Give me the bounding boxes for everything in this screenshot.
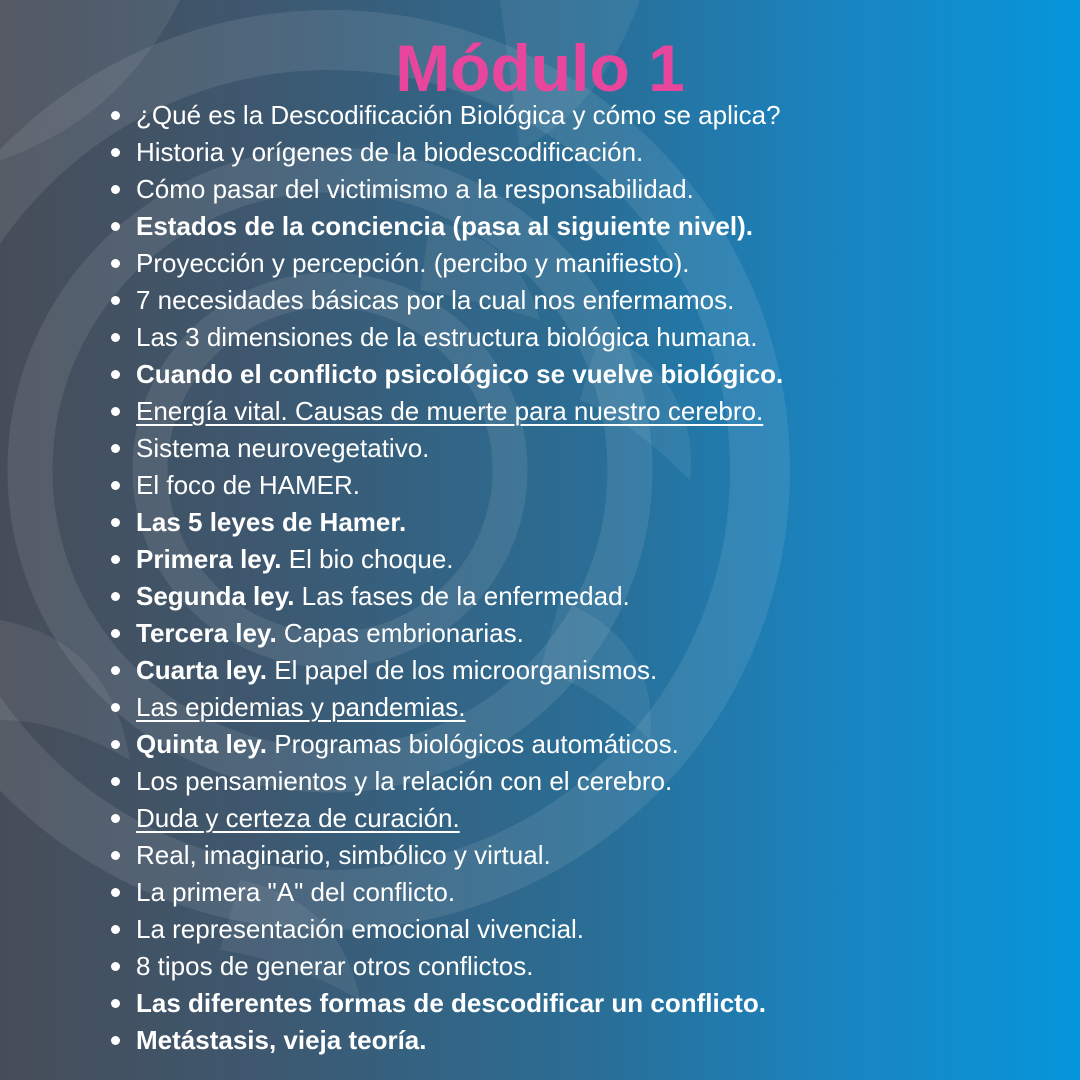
item-text: Programas biológicos automáticos. [267,729,679,759]
item-text: 7 necesidades básicas por la cual nos enfermamos. [136,285,735,315]
bullet-icon [111,148,120,157]
item-lead: Quinta ley. [136,729,267,759]
topic-list [108,97,1048,1059]
list-item [108,948,1048,985]
item-text: Estados de la conciencia (pasa al siguiente nivel). [136,211,753,241]
item-text: Las fases de la enfermedad. [294,581,630,611]
item-text: La primera "A" del conflicto. [136,877,456,907]
item-lead: Tercera ley. [136,618,277,648]
item-text: ¿Qué es la Descodificación Biológica y cómo se aplica? [136,100,781,130]
bullet-icon [111,222,120,231]
bullet-icon [111,740,120,749]
list-item [108,356,1048,393]
item-text: Proyección y percepción. (percibo y manifiesto). [136,248,690,278]
list-item [108,319,1048,356]
item-text: El foco de HAMER. [136,470,360,500]
list-item [108,578,1048,615]
bullet-icon [111,666,120,675]
list-item [108,726,1048,763]
list-item [108,171,1048,208]
item-text: Las 5 leyes de Hamer. [136,507,407,537]
bullet-icon [111,185,120,194]
list-item [108,911,1048,948]
list-item [108,541,1048,578]
item-text: Duda y certeza de curación. [136,803,460,833]
list-item [108,134,1048,171]
bullet-icon [111,407,120,416]
list-item [108,652,1048,689]
item-text: Historia y orígenes de la biodescodificación. [136,137,644,167]
item-text: El papel de los microorganismos. [267,655,658,685]
page-title: Módulo 1 [395,31,685,105]
list-item [108,282,1048,319]
item-text: Sistema neurovegetativo. [136,433,430,463]
list-item [108,467,1048,504]
bullet-icon [111,888,120,897]
item-text: Metástasis, vieja teoría. [136,1025,427,1055]
bullet-icon [111,518,120,527]
item-text: Energía vital. Causas de muerte para nuestro cerebro. [136,396,764,426]
bullet-icon [111,259,120,268]
bullet-icon [111,555,120,564]
bullet-icon [111,629,120,638]
list-item [108,689,1048,726]
bullet-icon [111,481,120,490]
bullet-icon [111,111,120,120]
bullet-icon [111,962,120,971]
bullet-icon [111,296,120,305]
item-lead: Primera ley. [136,544,282,574]
item-text: Los pensamientos y la relación con el cerebro. [136,766,673,796]
list-item [108,1022,1048,1059]
bullet-icon [111,851,120,860]
bullet-icon [111,814,120,823]
list-item [108,763,1048,800]
item-text: Las epidemias y pandemias. [136,692,466,722]
item-lead: Cuarta ley. [136,655,268,685]
item-text: La representación emocional vivencial. [136,914,585,944]
bullet-icon [111,592,120,601]
list-item [108,615,1048,652]
list-item [108,393,1048,430]
item-text: Cuando el conflicto psicológico se vuelve biológico. [136,359,784,389]
bullet-icon [111,703,120,712]
bullet-icon [111,777,120,786]
bullet-icon [111,999,120,1008]
bullet-icon [111,444,120,453]
item-lead: Segunda ley. [136,581,295,611]
list-item [108,985,1048,1022]
list-item [108,837,1048,874]
list-item [108,208,1048,245]
item-text: 8 tipos de generar otros conflictos. [136,951,534,981]
item-text: Capas embrionarias. [276,618,524,648]
bullet-icon [111,333,120,342]
list-item [108,504,1048,541]
list-item [108,874,1048,911]
list-item [108,245,1048,282]
item-text: Real, imaginario, simbólico y virtual. [136,840,551,870]
bullet-icon [111,925,120,934]
list-item [108,430,1048,467]
list-item [108,97,1048,134]
item-text: Cómo pasar del victimismo a la responsabilidad. [136,174,694,204]
bullet-icon [111,370,120,379]
list-item [108,800,1048,837]
item-text: Las diferentes formas de descodificar un conflicto. [136,988,766,1018]
bullet-icon [111,1036,120,1045]
item-text: El bio choque. [281,544,454,574]
item-text: Las 3 dimensiones de la estructura biológica humana. [136,322,758,352]
